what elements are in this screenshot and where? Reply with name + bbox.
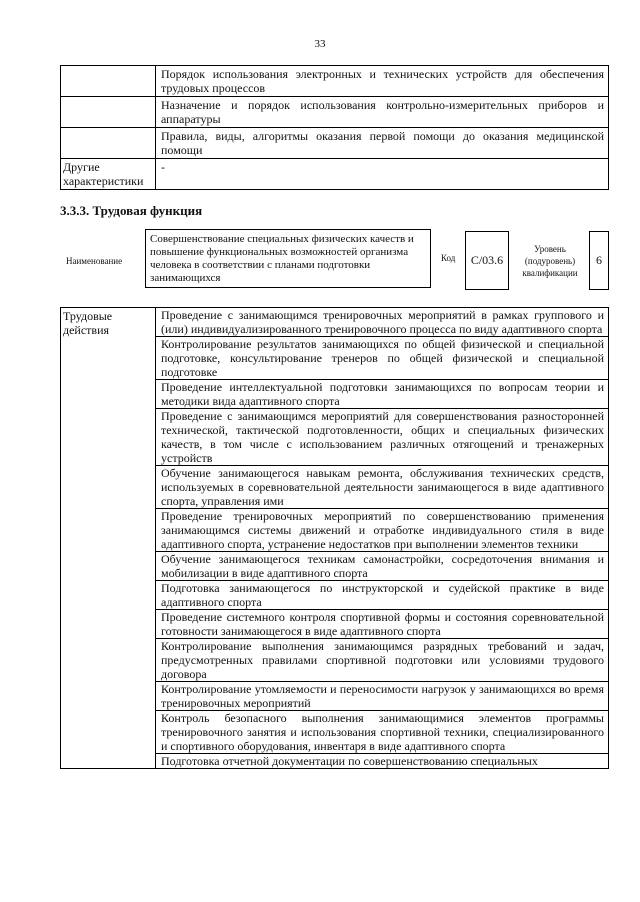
code-box: С/03.6 <box>465 231 509 290</box>
page-number: 33 <box>314 38 326 50</box>
action-item: Подготовка отчетной документации по совершенствованию специальных <box>156 754 609 769</box>
code-label: Код <box>441 253 456 263</box>
name-label: Наименование <box>66 256 123 266</box>
table-row <box>61 128 609 159</box>
top-table <box>60 65 609 190</box>
function-name-box: Совершенствование специальных физических качеств и повышение функциональных возможностей организма человека в соответствии с планами подготовки занимающихся <box>145 229 431 288</box>
action-item: Контролирование утомляемости и переносимости нагрузок у занимающихся во время тренировочных мероприятий <box>156 682 609 711</box>
table-row <box>61 66 609 97</box>
level-label: Уровень (подуровень) квалификации <box>522 244 578 278</box>
row-text: - <box>156 159 609 190</box>
table-row <box>61 308 609 337</box>
row-text: Порядок использования электронных и технических устройств для обеспечения трудовых процессов <box>156 66 609 97</box>
action-item: Контролирование выполнения занимающимся разрядных требований и задач, предусмотренных правилами спортивной подготовки или условиями трудового договора <box>156 639 609 682</box>
action-item: Контроль безопасного выполнения занимающимися элементов программы тренировочного занятия и использования спортивной техники, специализированного и спортивного оборудования, инвентаря в виде адаптивного спорта <box>156 711 609 754</box>
action-item: Обучение занимающегося навыкам ремонта, обслуживания технических средств, используемых в соревновательной деятельности занимающегося в виде адаптивного спорта, управления ими <box>156 466 609 509</box>
action-item: Контролирование результатов занимающихся по общей физической и специальной подготовке, консультирование тренеров по общей физической и специальной подготовке <box>156 337 609 380</box>
table-row <box>61 159 609 190</box>
action-item: Обучение занимающегося техникам самонастройки, сосредоточения внимания и мобилизации в виде адаптивного спорта <box>156 552 609 581</box>
row-label <box>61 66 156 97</box>
level-box: 6 <box>589 231 609 290</box>
actions-table <box>60 307 609 769</box>
action-item: Проведение с занимающимся тренировочных мероприятий в рамках группового и (или) индивидуализированного тренировочного процесса по виду адаптивного спорта <box>156 308 609 337</box>
row-text: Назначение и порядок использования контрольно-измерительных приборов и аппаратуры <box>156 97 609 128</box>
action-item: Проведение системного контроля спортивной формы и состояния соревновательной готовности занимающегося в виде адаптивного спорта <box>156 610 609 639</box>
action-item: Проведение интеллектуальной подготовки занимающихся по вопросам теории и методики вида адаптивного спорта <box>156 380 609 409</box>
table-row <box>61 97 609 128</box>
section-heading: 3.3.3. Трудовая функция <box>60 203 203 218</box>
other-characteristics-label: Другие характеристики <box>61 159 156 190</box>
action-item: Подготовка занимающегося по инструкторской и судейской практике в виде адаптивного спорта <box>156 581 609 610</box>
action-item: Проведение с занимающимся мероприятий для совершенствования разносторонней технической, тактической подготовленности, общих и специальных физических качеств, в том числе с использованием различных отягощений и тренажерных устройств <box>156 409 609 466</box>
row-label <box>61 97 156 128</box>
action-item: Проведение тренировочных мероприятий по совершенствованию применения занимающимся системы движений и отработке индивидуального стиля в виде адаптивного спорта, устранение недостатков при выполнении элементов техники <box>156 509 609 552</box>
row-label <box>61 128 156 159</box>
row-text: Правила, виды, алгоритмы оказания первой помощи до оказания медицинской помощи <box>156 128 609 159</box>
actions-label: Трудовые действия <box>61 308 156 769</box>
